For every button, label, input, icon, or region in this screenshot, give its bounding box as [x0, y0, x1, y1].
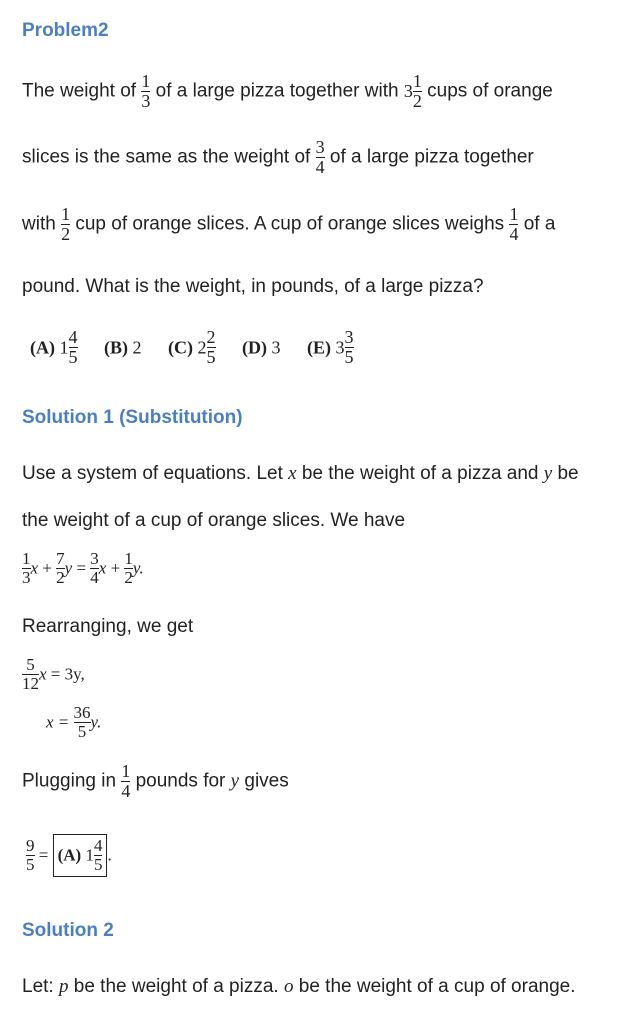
choice-b	[104, 336, 146, 356]
choice-label: (D)	[242, 336, 267, 357]
variable-x: x	[39, 664, 47, 684]
fraction-numerator: 3	[344, 327, 354, 347]
equation-lhs: x =	[46, 712, 70, 732]
solution2-heading: Solution 2	[22, 920, 114, 941]
solution2-line-1	[22, 976, 576, 998]
variable-y: y	[543, 463, 553, 484]
fraction-numerator: 9	[26, 836, 35, 855]
variable-y: y.	[132, 558, 144, 578]
problem-line-2	[22, 138, 534, 177]
answer-choices	[30, 328, 354, 367]
variable-x: x	[98, 558, 107, 578]
fraction-numerator: 3	[90, 549, 99, 568]
fraction-denominator: 3	[22, 567, 31, 587]
choice-label: (B)	[104, 336, 128, 357]
problem-line-3-mid: cup of orange slices. A cup of orange slices weighs	[75, 213, 505, 235]
choice-label: (A)	[30, 336, 55, 357]
fraction-numerator: 1	[141, 71, 151, 91]
choice-whole: 3	[335, 336, 345, 357]
final-answer	[26, 834, 112, 877]
solution1-heading: Solution 1 (Substitution)	[22, 407, 243, 428]
choice-value: 3	[271, 336, 281, 357]
plus-sign: +	[110, 558, 121, 578]
coefficient-fraction	[56, 550, 65, 587]
equation-rhs: = 3y,	[50, 664, 85, 684]
fraction-denominator: 2	[412, 90, 422, 111]
plus-sign: +	[42, 558, 52, 578]
fraction-denominator: 5	[93, 854, 103, 874]
problem-line-3-post: of a	[523, 213, 556, 235]
coefficient-fraction	[22, 656, 39, 693]
problem-line-1-mid: of a large pizza together with	[155, 80, 399, 102]
solution1-line-1-mid: be the weight of a pizza and	[301, 463, 539, 484]
variable-x: x	[288, 463, 297, 484]
answer-box	[53, 834, 108, 877]
problem-line-3-pre: with	[22, 213, 56, 235]
problem-line-2-post: of a large pizza together	[329, 146, 534, 168]
problem-line-3	[22, 205, 555, 244]
variable-y: y.	[90, 712, 102, 732]
fraction-denominator: 5	[68, 346, 78, 367]
fraction-denominator: 12	[22, 673, 39, 693]
equation-rearranged	[22, 656, 85, 693]
solution1-line-3: Rearranging, we get	[22, 616, 194, 637]
choice-a	[30, 327, 82, 367]
solution2-line-1-pre: Let:	[22, 976, 54, 997]
problem-line-1	[22, 72, 553, 111]
solution1-line-1	[22, 463, 579, 485]
fraction-denominator: 5	[26, 854, 35, 874]
choice-fraction	[345, 328, 354, 367]
fraction-denominator: 4	[509, 223, 519, 244]
fraction-numerator: 3	[315, 137, 325, 157]
fraction-one-third	[141, 72, 150, 111]
choice-d	[242, 336, 285, 356]
choice-label: (E)	[307, 336, 331, 357]
fraction-denominator: 4	[90, 567, 99, 587]
choice-value: 2	[132, 336, 142, 357]
fraction-denominator: 2	[124, 567, 133, 587]
fraction-denominator: 3	[141, 90, 151, 111]
problem-line-2-pre: slices is the same as the weight of	[22, 146, 311, 168]
choice-e	[307, 327, 354, 367]
fraction-numerator: 1	[509, 204, 519, 224]
fraction-denominator: 5	[344, 346, 354, 367]
variable-y: y	[230, 770, 240, 792]
answer-label: (A)	[57, 845, 82, 865]
fraction-denominator: 5	[206, 346, 216, 367]
answer-fraction	[94, 837, 103, 874]
fraction-denominator: 4	[315, 156, 325, 177]
variable-p: p	[58, 976, 69, 997]
fraction-one-fourth	[121, 762, 130, 801]
solution2-line-1-post: be the weight of a cup of orange.	[298, 976, 576, 997]
coefficient-fraction	[124, 550, 133, 587]
fraction-denominator: 4	[121, 780, 131, 801]
mixed-whole: 3	[403, 80, 413, 101]
fraction-numerator: 4	[93, 836, 103, 855]
fraction-one-fourth	[509, 205, 518, 244]
coefficient-fraction	[90, 550, 99, 587]
fraction-numerator: 1	[121, 761, 131, 781]
choice-c	[168, 327, 220, 367]
variable-x: x	[30, 558, 39, 578]
equation-system	[22, 550, 144, 587]
fraction-numerator: 36	[73, 703, 91, 722]
problem-heading: Problem2	[22, 20, 109, 41]
equals-sign: =	[76, 558, 87, 578]
solution1-line-4-pre: Plugging in	[22, 770, 117, 792]
fraction-numerator: 1	[124, 549, 133, 568]
choice-fraction	[207, 328, 216, 367]
result-fraction	[26, 837, 35, 874]
choice-whole: 1	[59, 336, 69, 357]
problem-line-1-post: cups of orange	[427, 80, 553, 102]
problem-line-4: pound. What is the weight, in pounds, of a large pizza?	[22, 276, 484, 297]
coefficient-fraction	[22, 550, 31, 587]
fraction-three-fourths	[316, 138, 325, 177]
equation-solved	[46, 704, 101, 741]
equals-sign: =	[38, 845, 49, 865]
choice-whole: 2	[197, 336, 207, 357]
fraction-numerator: 7	[56, 549, 65, 568]
answer-whole: 1	[85, 845, 94, 865]
fraction-one-half	[413, 72, 422, 111]
fraction-one-half	[61, 205, 70, 244]
fraction-numerator: 1	[22, 549, 31, 568]
solution1-line-2: the weight of a cup of orange slices. We have	[22, 510, 406, 531]
fraction-numerator: 2	[206, 327, 216, 347]
solution1-line-1-post: be	[557, 463, 579, 484]
choice-fraction	[69, 328, 78, 367]
solution1-line-4-post: gives	[244, 770, 289, 792]
solution1-line-4-mid: pounds for	[135, 770, 226, 792]
fraction-numerator: 5	[26, 655, 35, 674]
solution1-line-1-pre: Use a system of equations. Let	[22, 463, 283, 484]
variable-o: o	[283, 976, 294, 997]
fraction-numerator: 1	[61, 204, 71, 224]
answer-period: .	[107, 845, 112, 865]
fraction-denominator: 2	[61, 223, 71, 244]
coefficient-fraction	[74, 704, 91, 741]
fraction-numerator: 1	[412, 71, 422, 91]
fraction-denominator: 2	[56, 567, 65, 587]
solution1-line-4	[22, 762, 289, 801]
problem-line-1-pre: The weight of	[22, 80, 137, 102]
fraction-numerator: 4	[68, 327, 78, 347]
choice-label: (C)	[168, 336, 193, 357]
solution2-line-1-mid: be the weight of a pizza.	[73, 976, 279, 997]
fraction-denominator: 5	[74, 722, 91, 741]
variable-y: y	[64, 558, 73, 578]
